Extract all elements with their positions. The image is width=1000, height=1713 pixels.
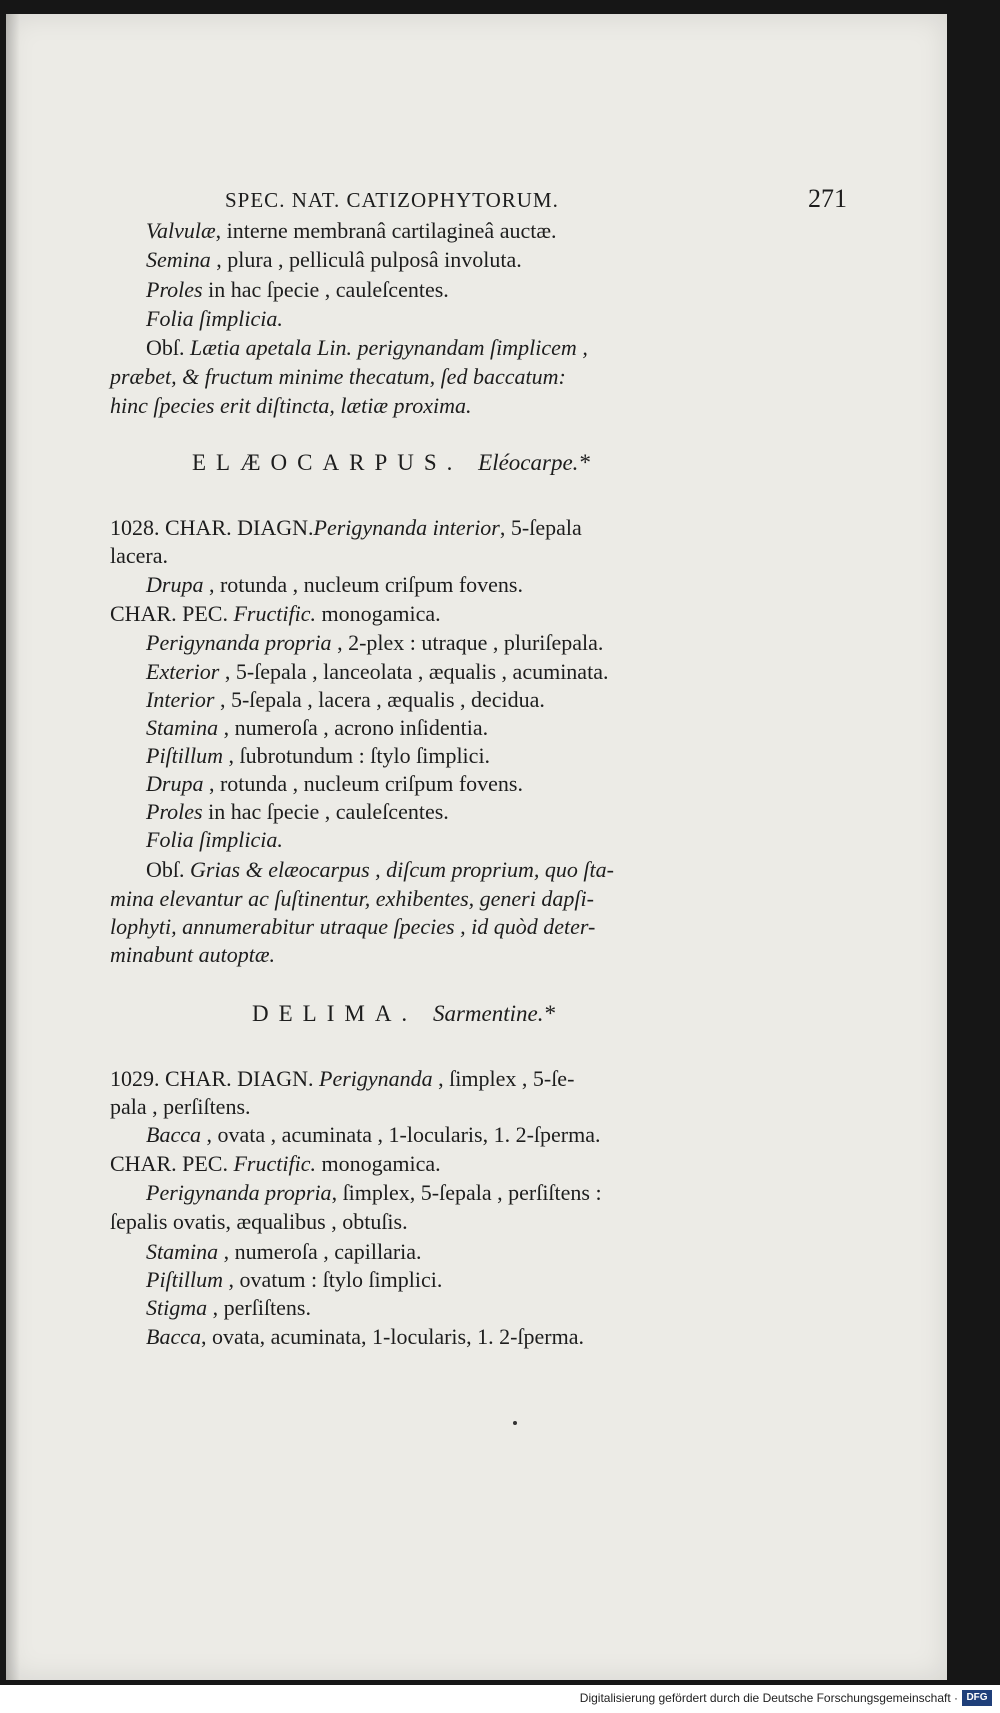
italic-term: Stigma [146,1295,208,1320]
book-page [6,14,947,1680]
text-run: , numeroſa , acrono inſidentia. [218,715,489,740]
page-number: 271 [808,184,847,213]
digitization-footer [0,1685,1000,1713]
text-run: monogamica. [315,601,441,626]
text-line [146,1266,442,1294]
dfg-logo-icon: DFG [962,1690,992,1706]
text-line [110,514,582,542]
italic-term: Stamina [146,715,219,740]
text-run: , rotunda , nucleum criſpum fovens. [203,572,523,597]
text-run: ſepalis ovatis, æqualibus , obtuſis. [110,1209,408,1234]
text-line [146,1323,584,1351]
italic-term: Piſtillum [146,1267,223,1292]
text-run: CHAR. PEC. [110,1151,234,1176]
italic-term: Drupa [146,771,204,796]
text-line [110,885,594,913]
genus-heading [192,449,590,477]
ink-dot [513,1421,517,1425]
text-run: , 5-ſepala , lacera , æqualis , decidua. [214,687,545,712]
italic-term: lophyti, annumerabitur utraque ſpecies , id quòd deter- [110,914,596,939]
text-run: in hac ſpecie , cauleſcentes. [202,799,449,824]
text-line [110,542,168,570]
text-run: 1028. CHAR. DIAGN. [110,515,314,540]
text-line [146,334,588,362]
text-run: pala , perſiſtens. [110,1094,251,1119]
italic-term: Perigynanda propria [146,1180,332,1205]
text-run: , rotunda , nucleum criſpum fovens. [203,771,523,796]
text-run: , plura , pelliculâ pulposâ involuta. [210,247,522,272]
text-run: Obſ. [146,857,190,882]
text-line [146,658,608,686]
italic-term: Grias & elæocarpus , diſcum proprium, quo ſta- [190,857,614,882]
text-run: , ſubrotundum : ſtylo ſimplici. [223,743,491,768]
genus-name: DELIMA. [252,1001,418,1026]
text-line [146,1238,422,1266]
text-run: , ovata, acuminata, 1-locularis, 1. 2-ſperma. [200,1324,584,1349]
genus-heading [252,1000,555,1028]
text-line [146,1179,602,1207]
running-title: SPEC. NAT. CATIZOPHYTORUM. [225,188,559,212]
text-line [146,1294,311,1322]
text-run: CHAR. PEC. [110,601,234,626]
italic-term: hinc ſpecies erit diſtincta, lætiæ proxima. [110,393,472,418]
text-run: , 2-plex : utraque , pluriſepala. [331,630,604,655]
italic-term: præbet, & fructum minime thecatum, ſed baccatum: [110,364,566,389]
text-line [146,686,545,714]
text-line [146,770,523,798]
italic-term: Exterior [146,659,220,684]
text-run: , ſimplex , 5-ſe- [432,1066,575,1091]
page-gutter-shadow [6,14,20,1680]
text-run: 1029. CHAR. DIAGN. [110,1066,319,1091]
text-line [110,1093,251,1121]
text-run: monogamica. [315,1151,441,1176]
genus-common-name: Eléocarpe.* [478,450,590,475]
text-line [110,363,566,391]
italic-term: Drupa [146,572,204,597]
text-run: , 5-ſepala [499,515,582,540]
text-line [110,1065,574,1093]
text-run: in hac ſpecie , cauleſcentes. [202,277,449,302]
text-line [146,714,488,742]
text-run: , ovatum : ſtylo ſimplici. [223,1267,443,1292]
text-line [110,1208,408,1236]
text-line [146,798,449,826]
text-line [146,276,449,304]
italic-term: Proles [146,799,203,824]
text-line [146,305,283,333]
text-run: , numeroſa , capillaria. [218,1239,422,1264]
genus-common-name: Sarmentine.* [432,1001,555,1026]
italic-term: Lætia apetala Lin. perigynandam ſimplicem , [190,335,588,360]
text-run: , perſiſtens. [207,1295,311,1320]
italic-term: Proles [146,277,203,302]
text-line [110,913,595,941]
text-line [146,571,523,599]
footer-credit: Digitalisierung gefördert durch die Deutsche Forschungsgemeinschaft · [579,1691,958,1705]
text-run: , 5-ſepala , lanceolata , æqualis , acuminata. [219,659,609,684]
text-line [110,941,275,969]
text-line [146,629,603,657]
italic-term: Perigynanda interior [313,515,500,540]
text-run: Obſ. [146,335,190,360]
genus-name: ELÆOCARPUS. [192,450,463,475]
text-line [146,826,283,854]
italic-term: Piſtillum [146,743,223,768]
text-line [110,600,441,628]
italic-term: Perigynanda [319,1066,433,1091]
italic-term: Folia ſimplicia. [146,827,283,852]
italic-term: Fructific. [233,601,316,626]
italic-term: Valvulæ [146,218,216,243]
italic-term: Fructific. [233,1151,316,1176]
italic-term: Bacca [146,1122,201,1147]
text-run: , ſimplex, 5-ſepala , perſiſtens : [331,1180,602,1205]
text-line [146,1121,601,1149]
text-run: , interne membranâ cartilagineâ auctæ. [215,218,557,243]
text-line [146,742,490,770]
italic-term: Interior [146,687,215,712]
italic-term: Stamina [146,1239,219,1264]
text-line [146,246,522,274]
text-line [146,217,557,245]
text-run: lacera. [110,543,168,568]
italic-term: minabunt autoptæ. [110,942,276,967]
italic-term: Bacca [146,1324,201,1349]
text-line [146,856,614,884]
italic-term: Folia ſimplicia. [146,306,283,331]
italic-term: Semina [146,247,211,272]
italic-term: Perigynanda propria [146,630,332,655]
text-run: , ovata , acuminata , 1-locularis, 1. 2-ſperma. [200,1122,601,1147]
italic-term: mina elevantur ac ſuſtinentur, exhibentes, generi dapſi- [110,886,594,911]
text-line [110,392,472,420]
text-line [110,1150,441,1178]
